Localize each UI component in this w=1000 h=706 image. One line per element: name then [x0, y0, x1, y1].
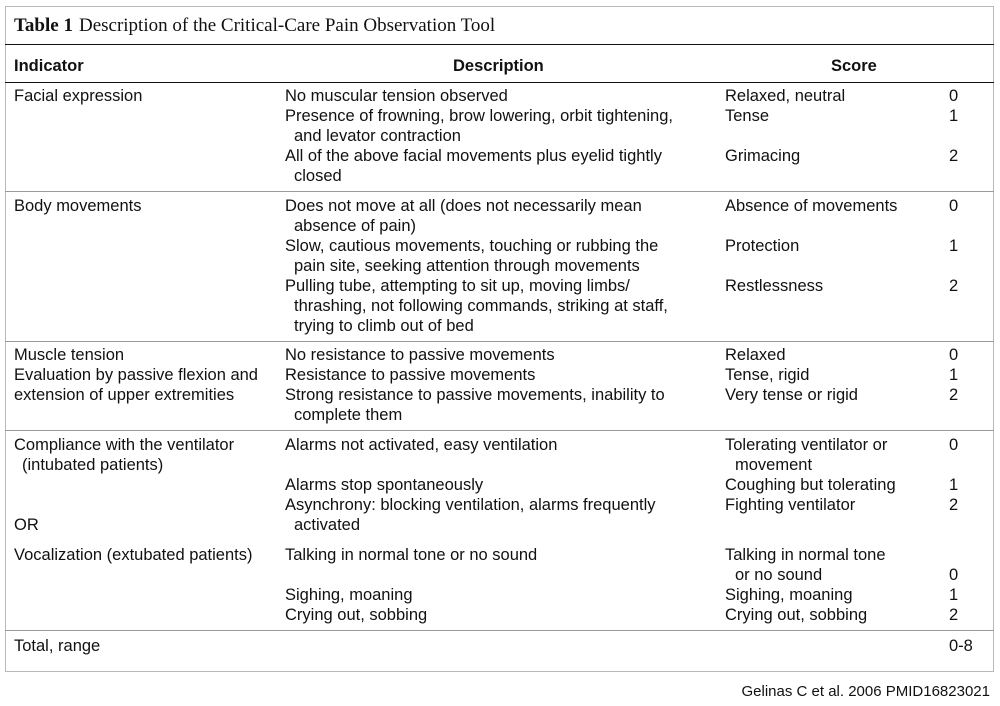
ventilator-desc-3b: activated — [294, 516, 361, 534]
body-desc-2b: pain site, seeking attention through movements — [294, 257, 640, 275]
facial-score-3: 2 — [949, 147, 959, 165]
ventilator-score-label-1a: Tolerating ventilator or — [725, 436, 888, 454]
muscle-desc-2: Resistance to passive movements — [285, 366, 536, 384]
body-desc-1b: absence of pain) — [294, 217, 417, 235]
header-indicator: Indicator — [14, 57, 84, 75]
header-score: Score — [831, 57, 877, 75]
facial-desc-1: No muscular tension observed — [285, 87, 508, 105]
body-score-1: 0 — [949, 197, 959, 215]
facial-desc-3b: closed — [294, 167, 342, 185]
or-label: OR — [14, 516, 39, 534]
table-title: Table 1 Description of the Critical-Care Pain Observation Tool — [14, 15, 496, 36]
muscle-score-3: 2 — [949, 386, 959, 404]
ventilator-indicator-2: (intubated patients) — [22, 456, 164, 474]
vocal-score-label-2: Sighing, moaning — [725, 586, 853, 604]
vocal-score-label-1b: or no sound — [735, 566, 823, 584]
body-desc-3b: thrashing, not following commands, striking at staff, — [294, 297, 668, 315]
body-desc-3a: Pulling tube, attempting to sit up, moving limbs/ — [285, 277, 630, 295]
divider — [5, 430, 994, 431]
vocal-score-1: 0 — [949, 566, 959, 584]
ventilator-score-label-3: Fighting ventilator — [725, 496, 856, 514]
ventilator-score-label-2: Coughing but tolerating — [725, 476, 896, 494]
facial-desc-3a: All of the above facial movements plus eyelid tightly — [285, 147, 662, 165]
total-label: Total, range — [14, 637, 101, 655]
vocal-desc-1: Talking in normal tone or no sound — [285, 546, 538, 564]
ventilator-score-2: 1 — [949, 476, 959, 494]
vocal-score-3: 2 — [949, 606, 959, 624]
ventilator-indicator-1: Compliance with the ventilator — [14, 436, 235, 454]
muscle-score-label-3: Very tense or rigid — [725, 386, 858, 404]
muscle-score-2: 1 — [949, 366, 959, 384]
ventilator-desc-1: Alarms not activated, easy ventilation — [285, 436, 558, 454]
muscle-score-label-1: Relaxed — [725, 346, 786, 364]
divider — [5, 191, 994, 192]
muscle-score-1: 0 — [949, 346, 959, 364]
header-bottom-rule — [5, 82, 994, 83]
body-desc-1a: Does not move at all (does not necessarily mean — [285, 197, 642, 215]
body-desc-2a: Slow, cautious movements, touching or rubbing the — [285, 237, 659, 255]
muscle-desc-3a: Strong resistance to passive movements, inability to — [285, 386, 665, 404]
muscle-indicator-2: Evaluation by passive flexion and — [14, 366, 258, 384]
facial-score-label-2: Tense — [725, 107, 770, 125]
divider — [5, 630, 994, 631]
facial-score-label-1: Relaxed, neutral — [725, 87, 846, 105]
body-score-label-3: Restlessness — [725, 277, 824, 295]
header-description: Description — [453, 57, 544, 75]
muscle-desc-3b: complete them — [294, 406, 403, 424]
vocal-indicator: Vocalization (extubated patients) — [14, 546, 253, 564]
divider — [5, 341, 994, 342]
vocal-score-label-3: Crying out, sobbing — [725, 606, 868, 624]
facial-score-1: 0 — [949, 87, 959, 105]
facial-indicator: Facial expression — [14, 87, 143, 105]
vocal-score-label-1a: Talking in normal tone — [725, 546, 886, 564]
ventilator-score-label-1b: movement — [735, 456, 813, 474]
vocal-score-2: 1 — [949, 586, 959, 604]
facial-score-label-3: Grimacing — [725, 147, 801, 165]
body-score-label-2: Protection — [725, 237, 800, 255]
body-score-label-1: Absence of movements — [725, 197, 898, 215]
muscle-indicator-1: Muscle tension — [14, 346, 125, 364]
facial-desc-2a: Presence of frowning, brow lowering, orbit tightening, — [285, 107, 673, 125]
muscle-indicator-3: extension of upper extremities — [14, 386, 235, 404]
ventilator-score-3: 2 — [949, 496, 959, 514]
body-score-2: 1 — [949, 237, 959, 255]
header-top-rule — [5, 44, 994, 45]
citation: Gelinas C et al. 2006 PMID16823021 — [741, 683, 990, 700]
body-indicator: Body movements — [14, 197, 142, 215]
body-desc-3c: trying to climb out of bed — [294, 317, 474, 335]
ventilator-desc-3a: Asynchrony: blocking ventilation, alarms frequently — [285, 496, 656, 514]
facial-score-2: 1 — [949, 107, 959, 125]
total-range: 0-8 — [949, 637, 973, 655]
muscle-score-label-2: Tense, rigid — [725, 366, 810, 384]
vocal-desc-2: Sighing, moaning — [285, 586, 413, 604]
facial-desc-2b: and levator contraction — [294, 127, 461, 145]
muscle-desc-1: No resistance to passive movements — [285, 346, 555, 364]
body-score-3: 2 — [949, 277, 959, 295]
ventilator-score-1: 0 — [949, 436, 959, 454]
ventilator-desc-2: Alarms stop spontaneously — [285, 476, 484, 494]
vocal-desc-3: Crying out, sobbing — [285, 606, 428, 624]
